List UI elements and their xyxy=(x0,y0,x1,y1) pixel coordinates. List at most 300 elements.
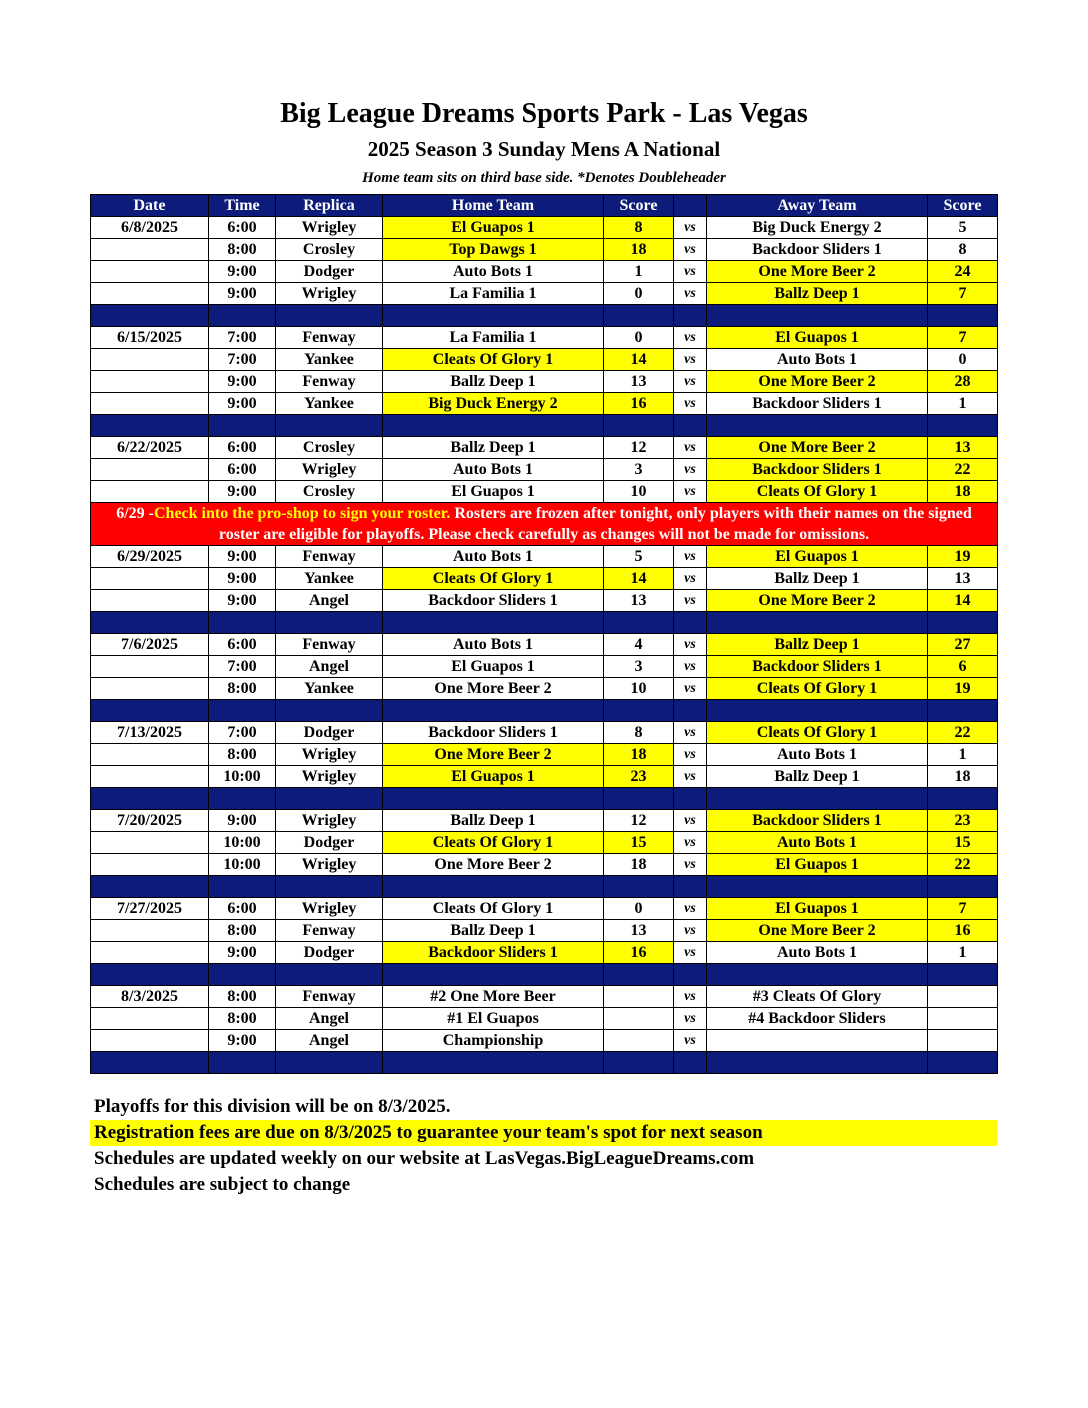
separator-cell xyxy=(707,700,928,722)
game-time: 8:00 xyxy=(209,1008,276,1030)
separator-cell xyxy=(91,700,209,722)
vs-label: vs xyxy=(674,678,707,700)
game-date xyxy=(91,393,209,415)
away-score: 22 xyxy=(928,722,998,744)
home-score: 0 xyxy=(604,898,674,920)
away-team: Ballz Deep 1 xyxy=(707,283,928,305)
home-team: #2 One More Beer xyxy=(383,986,604,1008)
game-row xyxy=(91,283,998,305)
away-score: 1 xyxy=(928,744,998,766)
game-time: 9:00 xyxy=(209,546,276,568)
away-team: Auto Bots 1 xyxy=(707,349,928,371)
week-separator xyxy=(91,700,998,722)
home-score xyxy=(604,1008,674,1030)
home-team: La Familia 1 xyxy=(383,283,604,305)
away-team: Auto Bots 1 xyxy=(707,832,928,854)
vs-label: vs xyxy=(674,327,707,349)
vs-label: vs xyxy=(674,349,707,371)
vs-label: vs xyxy=(674,942,707,964)
separator-cell xyxy=(707,305,928,327)
game-row xyxy=(91,942,998,964)
game-time: 6:00 xyxy=(209,459,276,481)
game-time: 8:00 xyxy=(209,239,276,261)
game-row xyxy=(91,1030,998,1052)
vs-label: vs xyxy=(674,546,707,568)
game-row xyxy=(91,349,998,371)
away-score: 6 xyxy=(928,656,998,678)
game-date: 7/6/2025 xyxy=(91,634,209,656)
page-title: Big League Dreams Sports Park - Las Vegas xyxy=(280,98,808,129)
away-team: Backdoor Sliders 1 xyxy=(707,459,928,481)
home-score: 14 xyxy=(604,349,674,371)
game-date: 7/20/2025 xyxy=(91,810,209,832)
home-score: 12 xyxy=(604,810,674,832)
game-date xyxy=(91,854,209,876)
game-date xyxy=(91,261,209,283)
col-header-vs xyxy=(674,195,707,217)
game-row xyxy=(91,678,998,700)
game-row xyxy=(91,393,998,415)
separator-cell xyxy=(928,964,998,986)
home-team: El Guapos 1 xyxy=(383,481,604,503)
game-date xyxy=(91,656,209,678)
game-time: 6:00 xyxy=(209,634,276,656)
game-field: Wrigley xyxy=(276,898,383,920)
home-team: Ballz Deep 1 xyxy=(383,810,604,832)
game-field: Fenway xyxy=(276,371,383,393)
home-score: 5 xyxy=(604,546,674,568)
game-field: Wrigley xyxy=(276,810,383,832)
separator-cell xyxy=(383,876,604,898)
home-team: El Guapos 1 xyxy=(383,656,604,678)
away-score xyxy=(928,1008,998,1030)
away-team: Big Duck Energy 2 xyxy=(707,217,928,239)
game-time: 9:00 xyxy=(209,810,276,832)
away-team: One More Beer 2 xyxy=(707,261,928,283)
away-team: Backdoor Sliders 1 xyxy=(707,393,928,415)
col-header-replica: Replica xyxy=(276,195,383,217)
away-team xyxy=(707,1030,928,1052)
separator-cell xyxy=(707,788,928,810)
away-score: 24 xyxy=(928,261,998,283)
separator-cell xyxy=(209,788,276,810)
col-header-home-score: Score xyxy=(604,195,674,217)
game-date xyxy=(91,920,209,942)
home-score xyxy=(604,986,674,1008)
game-row xyxy=(91,920,998,942)
separator-cell xyxy=(604,964,674,986)
week-separator xyxy=(91,876,998,898)
home-score: 16 xyxy=(604,393,674,415)
away-score: 22 xyxy=(928,459,998,481)
separator-cell xyxy=(383,305,604,327)
game-field: Wrigley xyxy=(276,854,383,876)
vs-label: vs xyxy=(674,634,707,656)
home-score: 8 xyxy=(604,217,674,239)
roster-notice xyxy=(91,503,998,546)
vs-label: vs xyxy=(674,986,707,1008)
game-time: 9:00 xyxy=(209,283,276,305)
vs-label: vs xyxy=(674,920,707,942)
separator-cell xyxy=(209,305,276,327)
home-score: 18 xyxy=(604,854,674,876)
game-date xyxy=(91,459,209,481)
away-score: 23 xyxy=(928,810,998,832)
game-date: 8/3/2025 xyxy=(91,986,209,1008)
home-team: Backdoor Sliders 1 xyxy=(383,590,604,612)
week-separator xyxy=(91,415,998,437)
separator-cell xyxy=(928,700,998,722)
separator-cell xyxy=(674,876,707,898)
game-field: Wrigley xyxy=(276,766,383,788)
separator-cell xyxy=(276,700,383,722)
away-score: 13 xyxy=(928,568,998,590)
away-score: 18 xyxy=(928,766,998,788)
game-row xyxy=(91,854,998,876)
game-date xyxy=(91,371,209,393)
playoffs-note: Playoffs for this division will be on 8/3/2025. xyxy=(94,1096,451,1117)
game-time: 6:00 xyxy=(209,437,276,459)
separator-cell xyxy=(707,876,928,898)
separator-cell xyxy=(604,305,674,327)
vs-label: vs xyxy=(674,1030,707,1052)
game-field: Yankee xyxy=(276,349,383,371)
home-score: 3 xyxy=(604,459,674,481)
home-score: 8 xyxy=(604,722,674,744)
vs-label: vs xyxy=(674,371,707,393)
home-team: La Familia 1 xyxy=(383,327,604,349)
away-team: One More Beer 2 xyxy=(707,920,928,942)
away-team: Cleats Of Glory 1 xyxy=(707,722,928,744)
game-field: Angel xyxy=(276,1030,383,1052)
separator-cell xyxy=(674,305,707,327)
separator-cell xyxy=(674,612,707,634)
home-score: 12 xyxy=(604,437,674,459)
game-date: 7/27/2025 xyxy=(91,898,209,920)
separator-cell xyxy=(383,788,604,810)
separator-cell xyxy=(209,1052,276,1074)
game-time: 10:00 xyxy=(209,854,276,876)
game-date: 6/22/2025 xyxy=(91,437,209,459)
separator-cell xyxy=(674,964,707,986)
home-score: 23 xyxy=(604,766,674,788)
home-team: One More Beer 2 xyxy=(383,744,604,766)
header-note: Home team sits on third base side. *Denotes Doubleheader xyxy=(362,170,726,186)
separator-cell xyxy=(276,415,383,437)
game-field: Fenway xyxy=(276,634,383,656)
game-row xyxy=(91,481,998,503)
vs-label: vs xyxy=(674,854,707,876)
vs-label: vs xyxy=(674,744,707,766)
home-score: 4 xyxy=(604,634,674,656)
game-time: 7:00 xyxy=(209,349,276,371)
col-header-date: Date xyxy=(91,195,209,217)
separator-cell xyxy=(91,964,209,986)
game-row xyxy=(91,239,998,261)
separator-cell xyxy=(91,305,209,327)
separator-cell xyxy=(383,700,604,722)
notice-date: 6/29 - xyxy=(116,505,154,522)
away-score: 14 xyxy=(928,590,998,612)
separator-cell xyxy=(209,876,276,898)
vs-label: vs xyxy=(674,656,707,678)
game-time: 8:00 xyxy=(209,920,276,942)
game-field: Dodger xyxy=(276,942,383,964)
vs-label: vs xyxy=(674,261,707,283)
away-score: 1 xyxy=(928,942,998,964)
game-time: 6:00 xyxy=(209,898,276,920)
home-team: Backdoor Sliders 1 xyxy=(383,942,604,964)
game-field: Yankee xyxy=(276,678,383,700)
game-row xyxy=(91,1008,998,1030)
game-field: Angel xyxy=(276,656,383,678)
vs-label: vs xyxy=(674,459,707,481)
home-team: Ballz Deep 1 xyxy=(383,371,604,393)
separator-cell xyxy=(928,788,998,810)
vs-label: vs xyxy=(674,590,707,612)
home-team: Cleats Of Glory 1 xyxy=(383,568,604,590)
separator-cell xyxy=(209,700,276,722)
game-time: 9:00 xyxy=(209,1030,276,1052)
vs-label: vs xyxy=(674,283,707,305)
game-date xyxy=(91,1030,209,1052)
separator-cell xyxy=(928,876,998,898)
separator-cell xyxy=(707,612,928,634)
away-score: 7 xyxy=(928,327,998,349)
separator-cell xyxy=(604,415,674,437)
away-score: 15 xyxy=(928,832,998,854)
vs-label: vs xyxy=(674,832,707,854)
away-score xyxy=(928,986,998,1008)
game-row xyxy=(91,810,998,832)
away-team: Ballz Deep 1 xyxy=(707,634,928,656)
away-score: 5 xyxy=(928,217,998,239)
separator-cell xyxy=(276,305,383,327)
away-team: Backdoor Sliders 1 xyxy=(707,656,928,678)
game-date xyxy=(91,744,209,766)
away-score: 18 xyxy=(928,481,998,503)
home-team: Ballz Deep 1 xyxy=(383,920,604,942)
home-team: Championship xyxy=(383,1030,604,1052)
game-row xyxy=(91,634,998,656)
game-row xyxy=(91,437,998,459)
separator-cell xyxy=(674,1052,707,1074)
separator-cell xyxy=(276,788,383,810)
game-time: 9:00 xyxy=(209,590,276,612)
away-score: 7 xyxy=(928,898,998,920)
away-team: Cleats Of Glory 1 xyxy=(707,678,928,700)
separator-cell xyxy=(209,415,276,437)
away-score: 27 xyxy=(928,634,998,656)
away-score: 22 xyxy=(928,854,998,876)
game-row xyxy=(91,744,998,766)
game-time: 8:00 xyxy=(209,986,276,1008)
home-score: 13 xyxy=(604,590,674,612)
game-date xyxy=(91,283,209,305)
week-separator xyxy=(91,1052,998,1074)
game-time: 8:00 xyxy=(209,744,276,766)
game-field: Wrigley xyxy=(276,459,383,481)
away-score xyxy=(928,1030,998,1052)
away-team: One More Beer 2 xyxy=(707,590,928,612)
game-field: Wrigley xyxy=(276,283,383,305)
away-team: #3 Cleats Of Glory xyxy=(707,986,928,1008)
game-field: Angel xyxy=(276,590,383,612)
game-time: 6:00 xyxy=(209,217,276,239)
game-field: Fenway xyxy=(276,546,383,568)
away-team: El Guapos 1 xyxy=(707,854,928,876)
game-time: 9:00 xyxy=(209,393,276,415)
col-header-away-team: Away Team xyxy=(707,195,928,217)
home-team: One More Beer 2 xyxy=(383,678,604,700)
away-score: 19 xyxy=(928,546,998,568)
game-row xyxy=(91,656,998,678)
home-team: Ballz Deep 1 xyxy=(383,437,604,459)
game-time: 10:00 xyxy=(209,832,276,854)
game-time: 8:00 xyxy=(209,678,276,700)
separator-cell xyxy=(91,788,209,810)
away-team: Backdoor Sliders 1 xyxy=(707,239,928,261)
separator-cell xyxy=(707,964,928,986)
away-team: #4 Backdoor Sliders xyxy=(707,1008,928,1030)
game-date xyxy=(91,239,209,261)
home-score: 15 xyxy=(604,832,674,854)
game-row xyxy=(91,986,998,1008)
separator-cell xyxy=(276,612,383,634)
separator-cell xyxy=(276,876,383,898)
separator-cell xyxy=(707,1052,928,1074)
game-row xyxy=(91,722,998,744)
away-score: 7 xyxy=(928,283,998,305)
away-team: One More Beer 2 xyxy=(707,371,928,393)
away-team: Auto Bots 1 xyxy=(707,942,928,964)
website-note: Schedules are updated weekly on our website at LasVegas.BigLeagueDreams.com xyxy=(94,1148,755,1169)
home-team: Cleats Of Glory 1 xyxy=(383,832,604,854)
vs-label: vs xyxy=(674,437,707,459)
game-time: 9:00 xyxy=(209,942,276,964)
week-separator xyxy=(91,788,998,810)
game-time: 10:00 xyxy=(209,766,276,788)
separator-cell xyxy=(604,612,674,634)
game-row xyxy=(91,371,998,393)
game-date xyxy=(91,1008,209,1030)
registration-note: Registration fees are due on 8/3/2025 to guarantee your team's spot for next season xyxy=(90,1120,997,1146)
away-team: Cleats Of Glory 1 xyxy=(707,481,928,503)
separator-cell xyxy=(928,415,998,437)
separator-cell xyxy=(91,876,209,898)
away-team: El Guapos 1 xyxy=(707,327,928,349)
separator-cell xyxy=(383,964,604,986)
home-score: 14 xyxy=(604,568,674,590)
away-score: 13 xyxy=(928,437,998,459)
game-row xyxy=(91,568,998,590)
game-time: 9:00 xyxy=(209,261,276,283)
away-team: Auto Bots 1 xyxy=(707,744,928,766)
game-field: Wrigley xyxy=(276,217,383,239)
home-score: 10 xyxy=(604,678,674,700)
home-team: Auto Bots 1 xyxy=(383,261,604,283)
game-time: 9:00 xyxy=(209,568,276,590)
away-team: Backdoor Sliders 1 xyxy=(707,810,928,832)
home-team: Auto Bots 1 xyxy=(383,546,604,568)
game-field: Dodger xyxy=(276,722,383,744)
separator-cell xyxy=(928,305,998,327)
game-date xyxy=(91,832,209,854)
col-header-time: Time xyxy=(209,195,276,217)
vs-label: vs xyxy=(674,810,707,832)
game-date xyxy=(91,349,209,371)
vs-label: vs xyxy=(674,722,707,744)
game-field: Yankee xyxy=(276,393,383,415)
separator-cell xyxy=(604,700,674,722)
game-date: 7/13/2025 xyxy=(91,722,209,744)
away-score: 19 xyxy=(928,678,998,700)
separator-cell xyxy=(707,415,928,437)
home-score: 18 xyxy=(604,744,674,766)
game-date: 6/8/2025 xyxy=(91,217,209,239)
separator-cell xyxy=(276,964,383,986)
notice-highlight: Check into the pro-shop to sign your roster. xyxy=(154,505,451,522)
game-field: Fenway xyxy=(276,327,383,349)
game-row xyxy=(91,898,998,920)
vs-label: vs xyxy=(674,766,707,788)
game-field: Yankee xyxy=(276,568,383,590)
vs-label: vs xyxy=(674,393,707,415)
home-team: El Guapos 1 xyxy=(383,766,604,788)
page-subtitle: 2025 Season 3 Sunday Mens A National xyxy=(367,137,721,161)
week-separator xyxy=(91,612,998,634)
home-team: Auto Bots 1 xyxy=(383,459,604,481)
game-field: Angel xyxy=(276,1008,383,1030)
game-row xyxy=(91,261,998,283)
home-score: 18 xyxy=(604,239,674,261)
header-row xyxy=(91,195,998,217)
away-team: Ballz Deep 1 xyxy=(707,568,928,590)
change-note: Schedules are subject to change xyxy=(94,1174,351,1195)
separator-cell xyxy=(383,415,604,437)
home-score: 13 xyxy=(604,371,674,393)
separator-cell xyxy=(91,415,209,437)
away-score: 1 xyxy=(928,393,998,415)
game-time: 9:00 xyxy=(209,371,276,393)
separator-cell xyxy=(674,700,707,722)
game-date xyxy=(91,678,209,700)
home-team: Cleats Of Glory 1 xyxy=(383,349,604,371)
game-field: Fenway xyxy=(276,986,383,1008)
separator-cell xyxy=(928,612,998,634)
game-field: Dodger xyxy=(276,832,383,854)
away-team: El Guapos 1 xyxy=(707,546,928,568)
home-team: Auto Bots 1 xyxy=(383,634,604,656)
game-row xyxy=(91,327,998,349)
home-team: Big Duck Energy 2 xyxy=(383,393,604,415)
away-team: One More Beer 2 xyxy=(707,437,928,459)
game-field: Crosley xyxy=(276,437,383,459)
notice-text: Rosters are frozen after tonight, only players with their names on the signed roster are eligible for playoffs. Please check carefully as changes will not be made for omissions. xyxy=(218,505,972,543)
separator-cell xyxy=(383,1052,604,1074)
home-team: One More Beer 2 xyxy=(383,854,604,876)
game-time: 9:00 xyxy=(209,481,276,503)
game-row xyxy=(91,832,998,854)
schedule-table xyxy=(90,194,998,1074)
home-score: 16 xyxy=(604,942,674,964)
home-team: Backdoor Sliders 1 xyxy=(383,722,604,744)
home-score xyxy=(604,1030,674,1052)
home-team: #1 El Guapos xyxy=(383,1008,604,1030)
separator-cell xyxy=(674,788,707,810)
vs-label: vs xyxy=(674,239,707,261)
home-score: 0 xyxy=(604,283,674,305)
